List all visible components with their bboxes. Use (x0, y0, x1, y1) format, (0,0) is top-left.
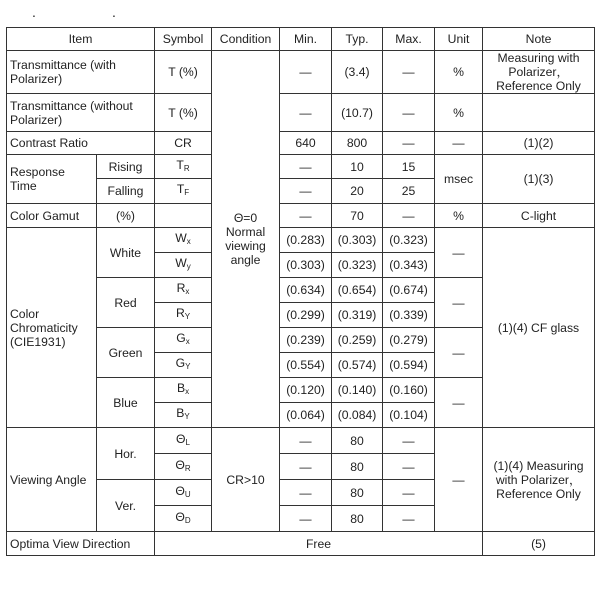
header-note: Note (483, 28, 595, 51)
item-cell: Color Gamut (7, 204, 97, 228)
condition-cr-cell: CR>10 (212, 428, 280, 532)
sub-item-cell: Blue (97, 378, 155, 428)
row-transmittance-no-polarizer (7, 94, 595, 132)
symbol-cell: $B_x$ (155, 378, 212, 403)
row-transmittance-polarizer (7, 51, 595, 94)
typ-cell: (0.654) (332, 278, 383, 303)
min-cell: — (280, 480, 332, 506)
max-cell: — (383, 94, 435, 132)
typ-cell: 80 (332, 428, 383, 454)
typ-cell: 800 (332, 132, 383, 155)
min-cell: — (280, 179, 332, 204)
row-color-gamut (7, 204, 595, 228)
min-cell: (0.303) (280, 253, 332, 278)
max-cell: — (383, 428, 435, 454)
symbol-cell: $R_Y$ (155, 303, 212, 328)
sub-item-cell: Red (97, 278, 155, 328)
unit-cell: msec (435, 155, 483, 204)
max-cell: — (383, 454, 435, 480)
sub-item-cell: Green (97, 328, 155, 378)
unit-cell: — (435, 378, 483, 428)
max-cell: (0.323) (383, 228, 435, 253)
typ-cell: 80 (332, 506, 383, 532)
min-cell: (0.554) (280, 353, 332, 378)
header-min: Min. (280, 28, 332, 51)
typ-cell: (0.323) (332, 253, 383, 278)
max-cell: (0.343) (383, 253, 435, 278)
max-cell: (0.594) (383, 353, 435, 378)
max-cell: — (383, 51, 435, 94)
top-mark: . (112, 4, 116, 20)
typ-cell: (3.4) (332, 51, 383, 94)
max-cell: (0.279) (383, 328, 435, 353)
sub-item-cell: (%) (97, 204, 155, 228)
typ-cell: (10.7) (332, 94, 383, 132)
min-cell: — (280, 454, 332, 480)
note-cell: C-light (483, 204, 595, 228)
top-mark: . (32, 4, 36, 20)
max-cell: — (383, 480, 435, 506)
min-cell: (0.299) (280, 303, 332, 328)
min-cell: (0.064) (280, 403, 332, 428)
typ-cell: 70 (332, 204, 383, 228)
sub-item-cell: Ver. (97, 480, 155, 532)
min-cell: — (280, 506, 332, 532)
note-cell: Measuring with Polarizer， Reference Only (483, 51, 595, 94)
unit-cell: — (435, 278, 483, 328)
max-cell: 15 (383, 155, 435, 179)
min-cell: — (280, 204, 332, 228)
note-cell: (5) (483, 532, 595, 556)
unit-cell: % (435, 51, 483, 94)
header-max: Max. (383, 28, 435, 51)
symbol-cell: $B_Y$ (155, 403, 212, 428)
symbol-cell: $\Theta_D$ (155, 506, 212, 532)
min-cell: — (280, 94, 332, 132)
symbol-cell: $\Theta_U$ (155, 480, 212, 506)
symbol-cell: T (%) (155, 94, 212, 132)
item-cell: Transmittance (with Polarizer) (7, 51, 155, 94)
min-cell: (0.283) (280, 228, 332, 253)
symbol-cell: $G_x$ (155, 328, 212, 353)
sub-item-cell: White (97, 228, 155, 278)
typ-cell: 20 (332, 179, 383, 204)
item-cell: Color Chromaticity (CIE1931) (7, 228, 97, 428)
symbol-cell: $T_F$ (155, 179, 212, 204)
min-cell: (0.120) (280, 378, 332, 403)
max-cell: (0.104) (383, 403, 435, 428)
unit-cell: — (435, 328, 483, 378)
min-cell: 640 (280, 132, 332, 155)
item-cell: Transmittance (without Polarizer) (7, 94, 155, 132)
unit-cell: — (435, 132, 483, 155)
item-cell: Viewing Angle (7, 428, 97, 532)
max-cell: 25 (383, 179, 435, 204)
condition-normal-cell: Θ=0 Normal viewing angle (212, 51, 280, 428)
header-typ: Typ. (332, 28, 383, 51)
symbol-cell: $T_R$ (155, 155, 212, 179)
sub-item-cell: Falling (97, 179, 155, 204)
typ-cell: (0.319) (332, 303, 383, 328)
unit-cell: % (435, 94, 483, 132)
max-cell: (0.160) (383, 378, 435, 403)
header-item: Item (7, 28, 155, 51)
header-unit: Unit (435, 28, 483, 51)
value-cell: Free (155, 532, 483, 556)
item-cell: Contrast Ratio (7, 132, 155, 155)
item-cell: Optima View Direction (7, 532, 155, 556)
header-row (7, 28, 595, 51)
unit-cell: % (435, 204, 483, 228)
note-cell: (1)(4) CF glass (483, 228, 595, 428)
min-cell: — (280, 51, 332, 94)
header-symbol: Symbol (155, 28, 212, 51)
typ-cell: (0.140) (332, 378, 383, 403)
max-cell: (0.674) (383, 278, 435, 303)
typ-cell: (0.303) (332, 228, 383, 253)
typ-cell: 80 (332, 480, 383, 506)
note-cell (483, 94, 595, 132)
typ-cell: 80 (332, 454, 383, 480)
row-contrast-ratio (7, 132, 595, 155)
row-optima-view (7, 532, 595, 556)
max-cell: — (383, 132, 435, 155)
symbol-cell: $R_x$ (155, 278, 212, 303)
max-cell: — (383, 506, 435, 532)
min-cell: (0.634) (280, 278, 332, 303)
typ-cell: (0.574) (332, 353, 383, 378)
symbol-cell: $W_y$ (155, 253, 212, 278)
unit-cell: — (435, 428, 483, 532)
max-cell: — (383, 204, 435, 228)
min-cell: — (280, 428, 332, 454)
header-condition: Condition (212, 28, 280, 51)
optical-spec-table (6, 27, 595, 556)
item-cell: Response Time (7, 155, 97, 204)
symbol-cell: $G_Y$ (155, 353, 212, 378)
symbol-cell: T (%) (155, 51, 212, 94)
typ-cell: (0.259) (332, 328, 383, 353)
row-viewing-l (7, 428, 595, 454)
note-cell: (1)(4) Measuring with Polarizer， Reference Only (483, 428, 595, 532)
note-cell: (1)(3) (483, 155, 595, 204)
min-cell: — (280, 155, 332, 179)
row-response-rising (7, 155, 595, 179)
row-white-x (7, 228, 595, 253)
note-cell: (1)(2) (483, 132, 595, 155)
min-cell: (0.239) (280, 328, 332, 353)
typ-cell: 10 (332, 155, 383, 179)
symbol-cell: $W_x$ (155, 228, 212, 253)
sub-item-cell: Hor. (97, 428, 155, 480)
symbol-cell: CR (155, 132, 212, 155)
typ-cell: (0.084) (332, 403, 383, 428)
unit-cell: — (435, 228, 483, 278)
symbol-cell (155, 204, 212, 228)
max-cell: (0.339) (383, 303, 435, 328)
sub-item-cell: Rising (97, 155, 155, 179)
symbol-cell: $\Theta_L$ (155, 428, 212, 454)
symbol-cell: $\Theta_R$ (155, 454, 212, 480)
